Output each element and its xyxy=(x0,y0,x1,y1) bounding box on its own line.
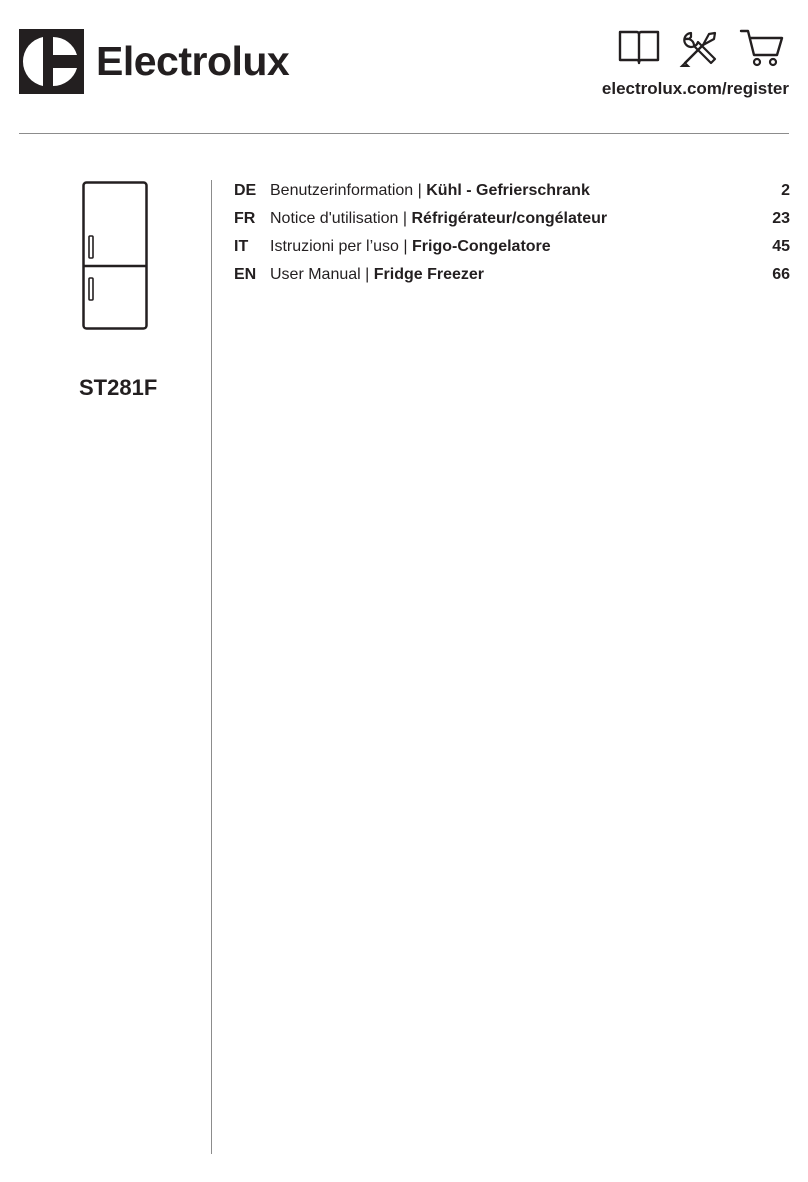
brand-name: Electrolux xyxy=(96,38,290,84)
language-code: DE xyxy=(234,182,257,199)
header-icons xyxy=(617,27,785,69)
product-type: Frigo-Congelatore xyxy=(412,238,551,255)
product-type: Kühl - Gefrierschrank xyxy=(426,182,590,199)
fridge-freezer-icon xyxy=(82,181,148,330)
language-code: FR xyxy=(234,210,256,227)
product-type: Réfrigérateur/congélateur xyxy=(411,210,608,227)
manual-title xyxy=(270,182,781,200)
title-separator: | xyxy=(360,266,374,283)
title-separator: | xyxy=(413,182,427,199)
manual-type: Benutzerinformation xyxy=(270,182,414,199)
cart-icon[interactable] xyxy=(739,27,785,69)
language-index xyxy=(234,182,790,294)
column-divider xyxy=(211,180,212,1154)
toc-entry-en[interactable] xyxy=(234,266,790,294)
manual-type: User Manual xyxy=(270,266,361,283)
manual-title xyxy=(270,266,772,284)
language-code: EN xyxy=(234,266,257,283)
product-type: Fridge Freezer xyxy=(373,266,485,283)
book-icon[interactable] xyxy=(617,27,661,65)
toc-entry-fr[interactable] xyxy=(234,210,790,238)
model-number: ST281F xyxy=(79,375,158,400)
page-number: 45 xyxy=(772,238,790,255)
manual-title xyxy=(270,238,772,256)
electrolux-e-icon xyxy=(19,29,84,94)
language-code: IT xyxy=(234,238,249,255)
toc-entry-de[interactable] xyxy=(234,182,790,210)
title-separator: | xyxy=(398,238,412,255)
register-link[interactable]: electrolux.com/register xyxy=(601,79,789,98)
manual-type: Istruzioni per l’uso xyxy=(270,238,399,255)
page-number: 2 xyxy=(781,182,790,199)
tools-icon[interactable] xyxy=(679,27,721,69)
page-number: 23 xyxy=(772,210,790,227)
manual-type: Notice d'utilisation xyxy=(270,210,399,227)
brand-logo xyxy=(19,29,289,94)
toc-entry-it[interactable] xyxy=(234,238,790,266)
title-separator: | xyxy=(398,210,412,227)
page-number: 66 xyxy=(772,266,790,283)
header-divider xyxy=(19,133,789,134)
manual-title xyxy=(270,210,772,228)
